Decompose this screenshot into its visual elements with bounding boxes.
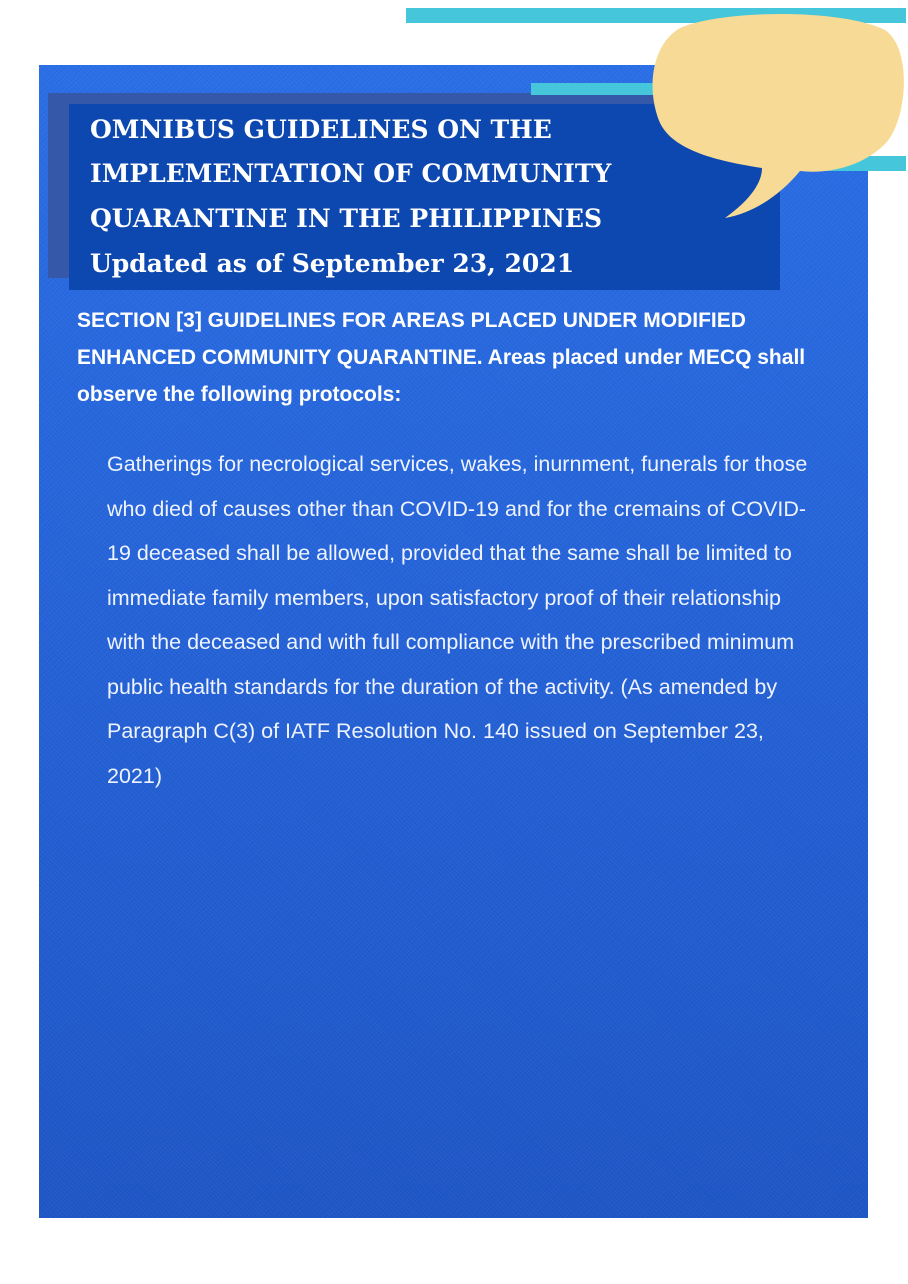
accent-bar: [531, 83, 661, 95]
title-line-1: OMNIBUS GUIDELINES ON THE: [90, 115, 552, 144]
title-line-2: IMPLEMENTATION OF COMMUNITY: [90, 159, 612, 188]
section-heading-rest: Areas placed under MECQ shall observe the following protocols:: [77, 346, 806, 406]
title-updated-date: Updated as of September 23, 2021: [90, 249, 575, 278]
speech-bubble-icon: [650, 8, 906, 228]
speech-bubble-shape: [653, 14, 904, 218]
title-line-3: QUARANTINE IN THE PHILIPPINES: [90, 204, 603, 233]
section-heading: [77, 302, 847, 413]
section-heading-bold: SECTION [3] GUIDELINES FOR AREAS PLACED UNDER MODIFIED ENHANCED COMMUNITY QUARANTINE.: [77, 309, 746, 369]
body-paragraph: Gatherings for necrological services, wakes, inurnment, funerals for those who died of causes other than COVID-19 and for the cremains of COVID-19 deceased shall be allowed, provided that the same shall be limited to immediate family members, upon satisfactory proof of their relationship with the deceased and with full compliance with the prescribed minimum public health standards for the duration of the activity. (As amended by Paragraph C(3) of IATF Resolution No. 140 issued on September 23, 2021): [107, 452, 808, 788]
